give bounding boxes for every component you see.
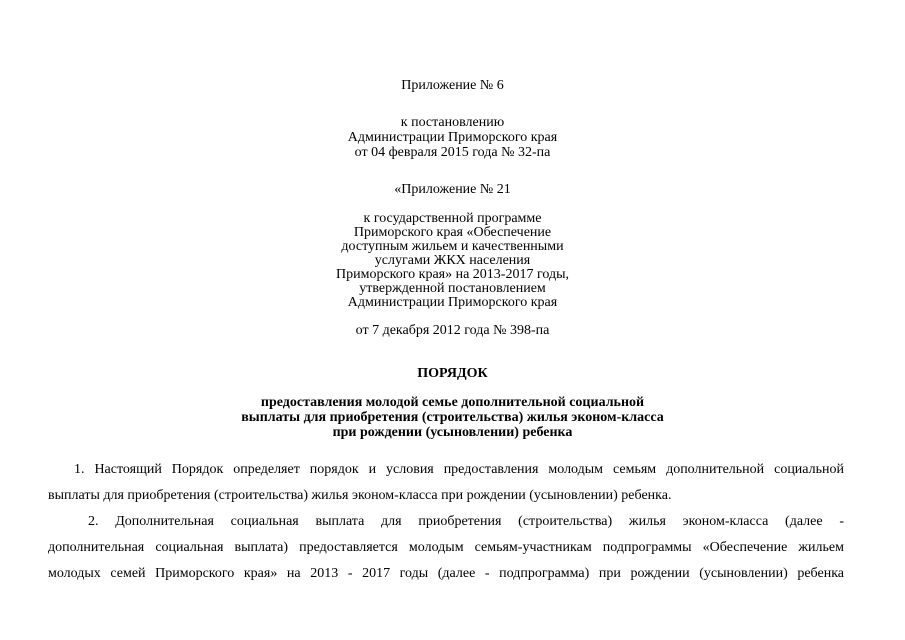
document-title: ПОРЯДОК <box>417 366 488 381</box>
administration-line: Администрации Приморского края <box>347 130 558 145</box>
program-line-7: Администрации Приморского края <box>347 295 558 310</box>
program-line-1: к государственной программе <box>363 211 542 226</box>
subtitle-line-1: предоставления молодой семье дополнительной социальной <box>260 395 645 410</box>
paragraph-1-line-1: 1. Настоящий Порядок определяет порядок и условия предоставления молодым семьям дополнительной социальной <box>74 462 844 477</box>
program-line-6: утвержденной постановлением <box>359 281 546 296</box>
paragraph-2-line-2: дополнительная социальная выплата) предоставляется молодым семьям-участникам подпрограммы «Обеспечение жильем <box>48 540 844 555</box>
appendix-6-heading: Приложение № 6 <box>401 78 504 93</box>
program-line-5: Приморского края» на 2013-2017 годы, <box>335 267 569 282</box>
paragraph-1-line-2: выплаты для приобретения (строительства) жилья эконом-класса при рождении (усыновлении) ребенка. <box>48 488 672 503</box>
subtitle-line-2: выплаты для приобретения (строительства) жилья эконом-класса <box>241 410 664 425</box>
paragraph-2-line-3: молодых семей Приморского края» на 2013 - 2017 годы (далее - подпрограмма) при рождении (усыновлении) ребенка <box>48 566 844 581</box>
program-line-2: Приморского края «Обеспечение <box>353 225 552 240</box>
program-line-3: доступным жильем и качественными <box>341 239 564 254</box>
subtitle-line-3: при рождении (усыновлении) ребенка <box>332 425 573 440</box>
program-line-4: услугами ЖКХ населения <box>374 253 531 268</box>
appendix-21-heading: «Приложение № 21 <box>394 182 511 197</box>
program-date-line: от 7 декабря 2012 года № 398-па <box>355 323 550 338</box>
resolution-date-line: от 04 февраля 2015 года № 32-па <box>354 145 551 160</box>
paragraph-2-line-1: 2. Дополнительная социальная выплата для приобретения (строительства) жилья эконом-класса (далее - <box>88 514 844 529</box>
to-resolution-line: к постановлению <box>400 115 505 130</box>
